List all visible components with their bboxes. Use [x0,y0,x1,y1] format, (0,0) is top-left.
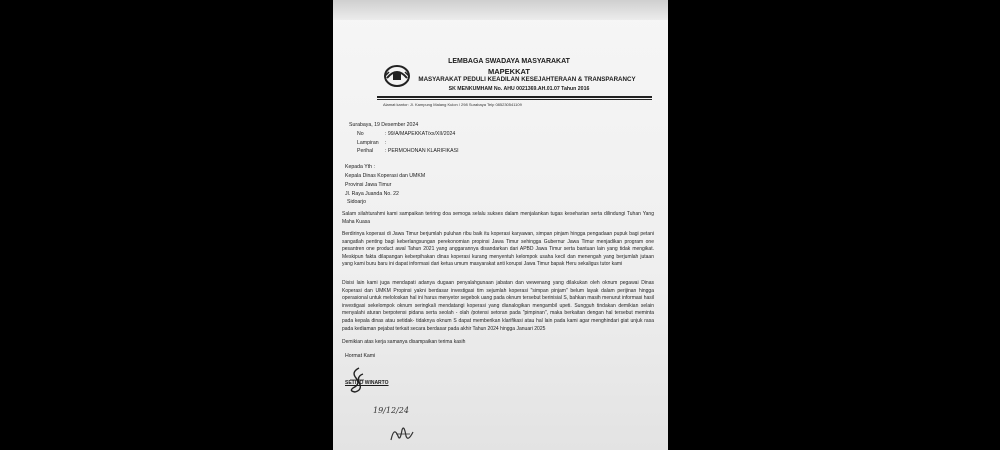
handwritten-date: 19/12/24 [373,406,409,415]
body-paragraph: Disisi lain kami juga mendapati adanya dugaan penyalahgunaan jabatan dan wewenang yang dilakukan oleh oknum pegawai Dinas Koperasi dan UMKM Propinsi yakni berdasar investigasi tim sejumlah koperasi "simpan pinjam" belum layak dalam perijinan hingga operasional untuk meloloskan hal ini harus menyetor segebok uang pada oknum tersebut berinisial S, bahkan masih menurut informasi hasil investigasi sekelompok oknum seringkali mendatangi koperasi yang dianalogikan mengambil upeti. Sungguh tindakan demikian selain menyalahi aturan berpotensi pidana serta seolah - olah /potensi setoran pada "pimpinan", maka berkaitan dengan hal tersebut meminta pada kepala dinas atau setidak- tidaknya oknum S dapat memberikan klarifikasi atau hal lain pada kami agar menghindari giat unjuk rasa pada kediaman pejabat terkait secara berdasar pada akhir Tahun 2024 hingga Januari 2025 [342,280,654,332]
letter-page [333,0,668,450]
recipient-line: Kepala Dinas Koperasi dan UMKM [345,173,426,179]
no-value: : 99/A/MAPEKKAT/xx/XII/2024 [385,131,456,137]
body-paragraph: Salam silahturahmi kami sampaikan teriring doa semoga selalu sukses dalam menjalankan tugas keseharian serta dilindungi Tuhan Yang Maha Kuasa [342,211,654,225]
place-date: Surabaya, 19 Desember 2024 [349,122,419,128]
letterhead-rule [377,96,652,98]
recipient-line: Sidoarjo [347,199,367,205]
org-abbreviation: MAPEKKAT [488,67,530,76]
recipient-line: Provinsi Jawa Timur [345,182,392,188]
recipient-line: Kepada Yth : [345,164,375,170]
perihal-label: Perihal [357,148,374,154]
letterhead-rule-thin [377,99,652,100]
lampiran-value: : [385,140,387,146]
lampiran-label: Lampiran [357,140,379,146]
closing: Hormat Kami [345,353,376,359]
sk-number: SK MENKUMHAM No. AHU 0021369.AH.01.07 Tahun 2016 [448,86,590,92]
body-paragraph: Berdirinya koperasi di Jawa Timur berjumlah puluhan ribu baik itu koperasi karyawan, simpan pinjam hingga pengadaan pupuk bagi petani sangatlah penting bagi keberlangsungan perekonomian propinsi Jawa Timur sehingga Gubernur Jawa Timur menjadikan program one pesantren one product awal Tahun 2021 yang anggarannya disandarkan dari APBD Jawa Timur serta bantuan lain yang tidak mengikat. Meskipun fakta dilapangan keberpihakan dinas koperasi kurang menyentuh kelompok usaha kecil dan menengah yang berjumlah jutaan yang kami buru baru ini dapat informasi dari ketua umum masyarakat anti korupsi Jawa Timur bapak Heru sekaligus tutor kami [342,231,654,268]
org-full-name: MASYARAKAT PEDULI KEADILAN KESEJAHTERAAN & TRANSPARANCY [418,76,636,83]
signer-name: SETIYO WINARTO [345,380,389,386]
body-paragraph: Demikian atas kerja samanya disampaikan terima kasih [342,339,466,345]
recipient-line: Jl. Raya Juanda No. 22 [345,191,399,197]
org-address: Alamat kantor: Jl. Kampung Malang Kulon / 298 Surabaya Telp 085230541109 [383,102,522,107]
perihal-value: : PERMOHONAN KLARIFIKASI [385,148,459,154]
org-line-1: LEMBAGA SWADAYA MASYARAKAT [448,58,570,65]
handwritten-initials-icon [388,422,416,444]
no-label: No [357,131,364,137]
